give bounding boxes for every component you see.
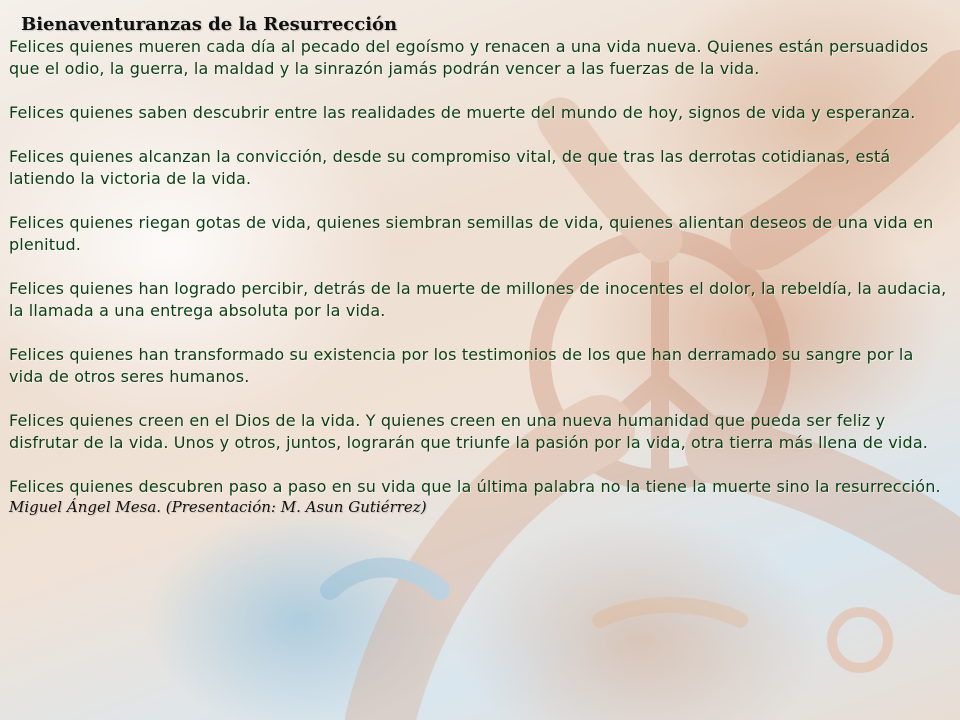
paragraph-2: Felices quienes saben descubrir entre las realidades de muerte del mundo de hoy, signos de vida y esperanza. <box>9 103 916 122</box>
paragraph-1: Felices quienes mueren cada día al pecado del egoísmo y renacen a una vida nueva. Quienes están persuadidos que el odio, la guerra, la maldad y la sinrazón jamás podrán vencer a las fuerzas de la vida. <box>9 37 929 78</box>
author-credit: Miguel Ángel Mesa. (Presentación: M. Asun Gutiérrez) <box>9 498 427 516</box>
paragraph-4: Felices quienes riegan gotas de vida, quienes siembran semillas de vida, quienes alientan deseos de una vida en plenitud. <box>9 213 934 254</box>
paragraph-5: Felices quienes han logrado percibir, detrás de la muerte de millones de inocentes el dolor, la rebeldía, la audacia, la llamada a una entrega absoluta por la vida. <box>9 279 947 320</box>
slide-title: Bienaventuranzas de la Resurrección <box>21 14 398 35</box>
paragraph-7: Felices quienes creen en el Dios de la vida. Y quienes creen en una nueva humanidad que pueda ser feliz y disfrutar de la vida. Unos y otros, juntos, lograrán que triunfe la pasión por la vida, otra tierra más llena de vida. <box>9 411 929 452</box>
text-content <box>9 14 951 517</box>
paragraph-3: Felices quienes alcanzan la convicción, desde su compromiso vital, de que tras las derrotas cotidianas, está latiendo la victoria de la vida. <box>9 147 891 188</box>
paragraph-8: Felices quienes descubren paso a paso en su vida que la última palabra no la tiene la muerte sino la resurrección. <box>9 477 941 496</box>
paragraph-6: Felices quienes han transformado su existencia por los testimonios de los que han derramado su sangre por la vida de otros seres humanos. <box>9 345 914 386</box>
